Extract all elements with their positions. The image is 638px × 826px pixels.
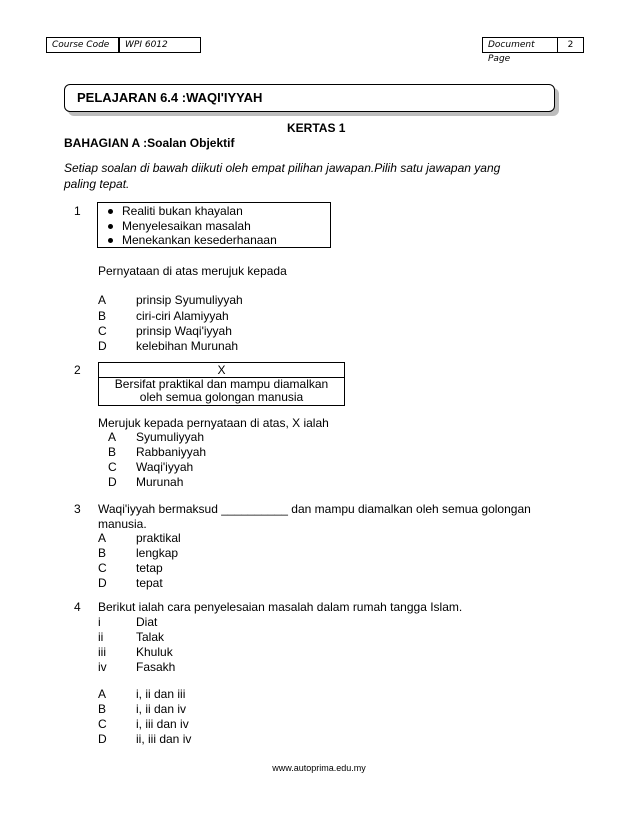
q1-option-text: kelebihan Murunah bbox=[136, 339, 239, 353]
q4-option-letter: A bbox=[98, 687, 107, 701]
question-3-number: 3 bbox=[74, 502, 81, 516]
q4-option-text: i, ii dan iii bbox=[136, 687, 186, 701]
document-page-label: Document Page bbox=[482, 37, 558, 53]
q4-item-text: Diat bbox=[136, 615, 158, 629]
q2-statement-box bbox=[98, 362, 345, 406]
instruction-line-2: paling tepat. bbox=[64, 177, 130, 191]
q4-item-numeral: ii bbox=[98, 630, 104, 644]
q2-box-line: oleh semua golongan manusia bbox=[139, 390, 304, 404]
q2-stem: Merujuk kepada pernyataan di atas, X ialah bbox=[98, 416, 329, 430]
q3-option-letter: C bbox=[98, 561, 107, 575]
q4-option-text: i, ii dan iv bbox=[136, 702, 187, 716]
q2-option-letter: A bbox=[108, 430, 117, 444]
q2-option-letter: C bbox=[108, 460, 117, 474]
q3-option-text: lengkap bbox=[136, 546, 179, 560]
q3-option-letter: D bbox=[98, 576, 107, 590]
question-4-number: 4 bbox=[74, 600, 81, 614]
q4-item-numeral: iii bbox=[98, 645, 106, 659]
q1-option-letter: D bbox=[98, 339, 107, 353]
q4-stem: Berikut ialah cara penyelesaian masalah dalam rumah tangga Islam. bbox=[98, 600, 463, 614]
course-code-value: WPI 6012 bbox=[119, 37, 201, 53]
q3-option-letter: A bbox=[98, 531, 107, 545]
q2-option-letter: D bbox=[108, 475, 117, 489]
q1-bullet: Menekankan kesederhanaan bbox=[122, 233, 277, 247]
paper-title: KERTAS 1 bbox=[287, 121, 346, 135]
q4-option-letter: B bbox=[98, 702, 107, 716]
q4-item-numeral: i bbox=[98, 615, 101, 629]
q3-stem-line-1: Waqi'iyyah bermaksud __________ dan mampu diamalkan oleh semua golongan bbox=[98, 502, 531, 516]
q1-stem: Pernyataan di atas merujuk kepada bbox=[98, 264, 287, 278]
q1-option-letter: A bbox=[98, 293, 107, 307]
lesson-title: PELAJARAN 6.4 :WAQI'IYYAH bbox=[64, 84, 555, 112]
q1-option-text: prinsip Syumuliyyah bbox=[136, 293, 243, 307]
q1-bullet: Menyelesaikan masalah bbox=[122, 219, 251, 233]
section-title: BAHAGIAN A :Soalan Objektif bbox=[64, 136, 235, 150]
q1-option-letter: B bbox=[98, 309, 107, 323]
q3-option-letter: B bbox=[98, 546, 107, 560]
q2-option-text: Murunah bbox=[136, 475, 184, 489]
question-1-number: 1 bbox=[74, 204, 81, 218]
q1-bullet: Realiti bukan khayalan bbox=[122, 204, 243, 218]
q2-box-line: Bersifat praktikal dan mampu diamalkan bbox=[114, 377, 329, 391]
bullet-icon bbox=[108, 209, 113, 214]
q1-bullet-box bbox=[97, 202, 331, 248]
q3-stem-line-2: manusia. bbox=[98, 517, 147, 531]
q1-option-text: ciri-ciri Alamiyyah bbox=[136, 309, 229, 323]
bullet-icon bbox=[108, 238, 113, 243]
q3-option-text: praktikal bbox=[136, 531, 181, 545]
q4-option-letter: D bbox=[98, 732, 107, 746]
q4-item-text: Fasakh bbox=[136, 660, 176, 674]
q2-option-text: Rabbaniyyah bbox=[136, 445, 207, 459]
q2-option-text: Waqi'iyyah bbox=[136, 460, 194, 474]
q3-option-text: tetap bbox=[136, 561, 163, 575]
q1-option-letter: C bbox=[98, 324, 107, 338]
q2-option-text: Syumuliyyah bbox=[136, 430, 205, 444]
q4-option-text: ii, iii dan iv bbox=[136, 732, 192, 746]
q4-item-text: Talak bbox=[136, 630, 165, 644]
bullet-icon bbox=[108, 224, 113, 229]
q4-item-text: Khuluk bbox=[136, 645, 173, 659]
course-code-label: Course Code bbox=[46, 37, 119, 53]
footer-url: www.autoprima.edu.my bbox=[272, 763, 366, 773]
page-number: 2 bbox=[557, 37, 584, 53]
instruction-line-1: Setiap soalan di bawah diikuti oleh empat pilihan jawapan.Pilih satu jawapan yang bbox=[64, 161, 501, 175]
q4-option-text: i, iii dan iv bbox=[136, 717, 189, 731]
q2-box-text bbox=[99, 378, 344, 404]
q3-option-text: tepat bbox=[136, 576, 163, 590]
q4-item-numeral: iv bbox=[98, 660, 107, 674]
q2-box-header: X bbox=[99, 363, 344, 378]
q4-option-letter: C bbox=[98, 717, 107, 731]
q1-option-text: prinsip Waqi'iyyah bbox=[136, 324, 232, 338]
q2-option-letter: B bbox=[108, 445, 117, 459]
question-2-number: 2 bbox=[74, 363, 81, 377]
